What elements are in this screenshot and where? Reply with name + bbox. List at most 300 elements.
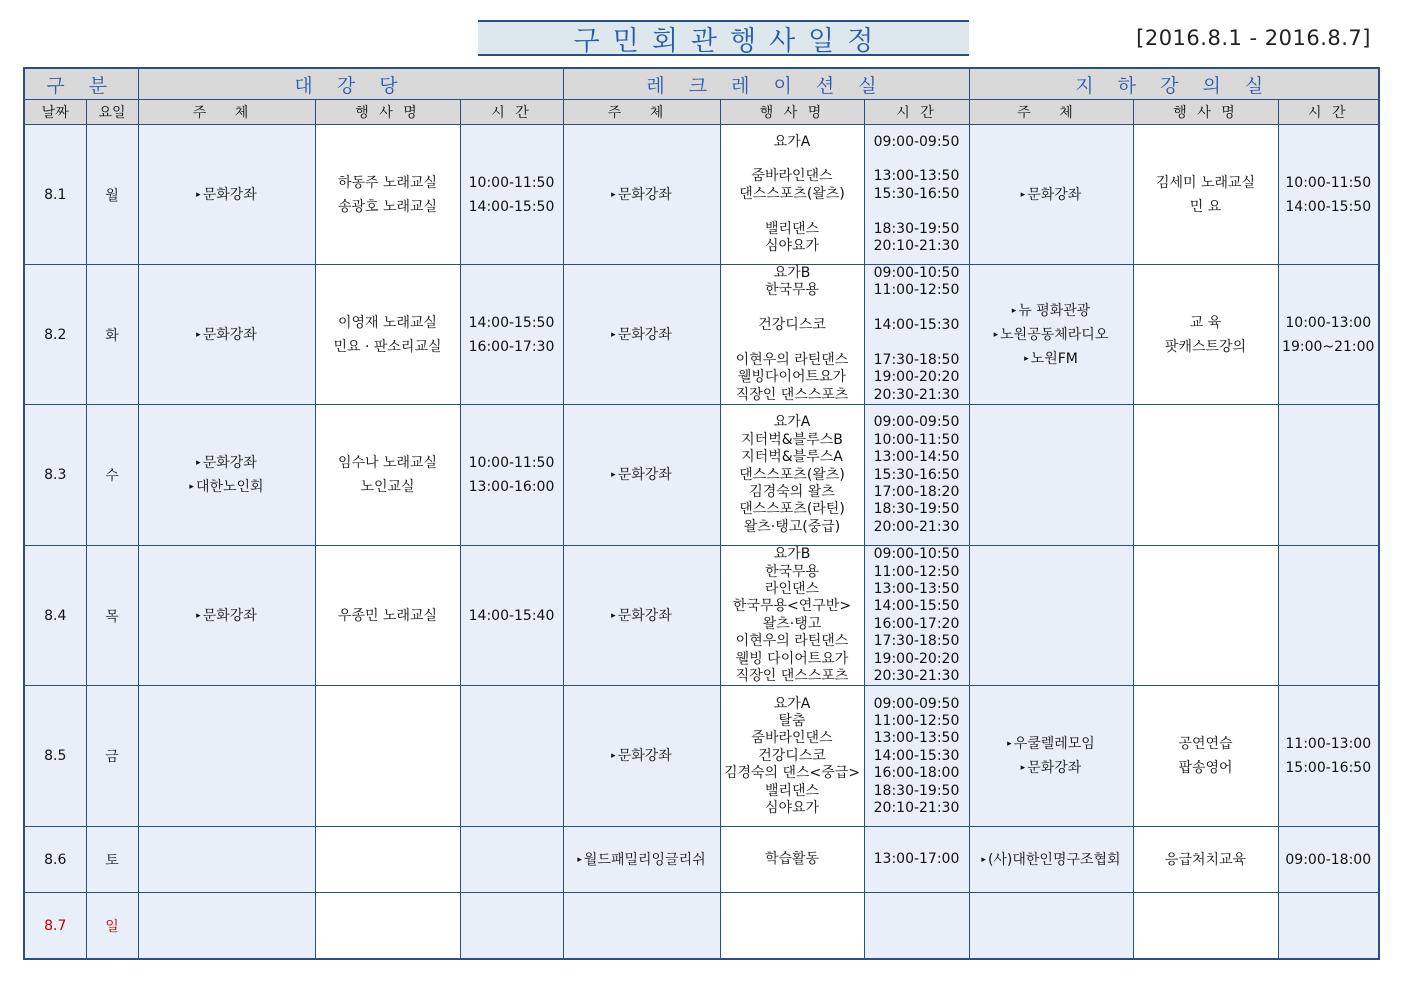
date-cell: 8.6: [24, 827, 86, 893]
event-line: [1134, 311, 1278, 335]
rec-event-cell: [720, 546, 864, 686]
event-text: 댄스스포츠(왈츠): [739, 185, 845, 202]
base-time-cell: [1278, 405, 1379, 546]
host-text: 월드패밀리잉글리쉬: [583, 851, 706, 868]
event-line: [721, 134, 864, 151]
bullet-icon: ▸: [1011, 305, 1017, 316]
base-host-cell: [969, 827, 1133, 893]
base-time-cell: [1278, 546, 1379, 686]
base-host-cell: [969, 125, 1133, 265]
header-event: 행 사 명: [1133, 100, 1278, 125]
host-text: 노원공동체라디오: [1000, 326, 1109, 343]
hall-time-cell: [460, 893, 563, 959]
event-line: [316, 451, 460, 475]
host-text: 문화강좌: [617, 326, 672, 343]
bullet-icon: ▸: [196, 458, 201, 469]
weekday-cell: 토: [86, 827, 138, 893]
base-time-cell: [1278, 686, 1379, 827]
spacer: [865, 335, 969, 352]
event-text: 웰빙다이어트요가: [737, 369, 847, 386]
event-text: 학습활동: [764, 851, 820, 868]
event-text: 이영재 노래교실: [337, 314, 438, 331]
header-host: 주 체: [138, 100, 315, 125]
schedule-table: [23, 67, 1380, 960]
time-line: [865, 414, 969, 431]
time-text: 11:00-12:50: [873, 563, 960, 580]
event-text: 지터벅&블루스B: [741, 431, 843, 448]
time-text: 09:00-10:50: [873, 546, 960, 563]
spacer: [721, 203, 864, 220]
base-host-cell: [969, 686, 1133, 827]
event-text: 줌바라인댄스: [751, 730, 833, 747]
time-line: [865, 186, 969, 203]
rec-host-cell: [563, 827, 720, 893]
host-text: 문화강좌: [202, 607, 257, 624]
base-event-cell: [1133, 265, 1278, 405]
time-text: 20:30-21:30: [873, 668, 960, 685]
time-text: 09:00-10:50: [873, 265, 960, 281]
event-line: [1134, 756, 1278, 780]
time-line: [1279, 311, 1379, 335]
event-line: [721, 851, 864, 868]
base-event-cell: [1133, 686, 1278, 827]
time-text: 13:00-13:50: [873, 730, 960, 747]
header-event: 행 사 명: [720, 100, 864, 125]
time-text: 14:00-15:50: [1285, 198, 1372, 215]
time-line: [1279, 732, 1379, 756]
time-text: 17:30-18:50: [873, 633, 960, 650]
time-line: [865, 387, 969, 404]
time-line: [1279, 848, 1379, 872]
time-line: [865, 598, 969, 615]
event-text: 교 육: [1189, 314, 1222, 331]
header-dow: 요일: [86, 100, 138, 125]
hall-event-cell: [315, 686, 460, 827]
base-time-cell: [1278, 893, 1379, 959]
host-line: [564, 463, 720, 487]
event-line: [721, 668, 864, 685]
time-line: [865, 369, 969, 386]
host-line: [564, 848, 720, 872]
event-line: [316, 604, 460, 628]
weekday-cell: 월: [86, 125, 138, 265]
time-text: 16:00-18:00: [873, 765, 960, 782]
time-text: 14:00-15:50: [468, 314, 555, 331]
hall-time-cell: [460, 125, 563, 265]
host-text: 뉴 평화관광: [1018, 302, 1091, 319]
table-row: [24, 686, 1379, 827]
table-row: [24, 125, 1379, 265]
base-host-cell: [969, 893, 1133, 959]
event-text: 요가A: [773, 133, 811, 150]
event-line: [316, 335, 460, 359]
time-line: [865, 730, 969, 747]
host-line: [564, 744, 720, 768]
time-text: 17:00-18:20: [873, 483, 960, 500]
host-line: [970, 848, 1133, 872]
rec-event-cell: [720, 405, 864, 546]
base-host-cell: [969, 405, 1133, 546]
bullet-icon: ▸: [611, 189, 616, 200]
time-line: [865, 765, 969, 782]
time-line: [1279, 171, 1379, 195]
event-text: 노인교실: [360, 479, 415, 496]
time-line: [1279, 335, 1379, 359]
base-event-cell: [1133, 546, 1278, 686]
time-line: [1279, 756, 1379, 780]
host-line: [970, 347, 1133, 371]
time-text: 17:30-18:50: [873, 352, 960, 368]
event-line: [316, 311, 460, 335]
rec-time-cell: [864, 546, 969, 686]
time-text: 14:00-15:50: [873, 598, 960, 615]
table-row: [24, 893, 1379, 959]
rec-host-cell: [563, 125, 720, 265]
base-event-cell: [1133, 827, 1278, 893]
time-line: [865, 484, 969, 501]
event-line: [721, 616, 864, 633]
host-line: [139, 604, 315, 628]
host-line: [970, 183, 1133, 207]
host-line: [564, 604, 720, 628]
hall-host-cell: [138, 125, 315, 265]
host-text: 우쿨렐레모임: [1013, 736, 1095, 753]
time-text: 10:00-11:50: [468, 455, 555, 472]
time-text: 20:10-21:30: [873, 799, 960, 816]
date-cell: 8.5: [24, 686, 86, 827]
bullet-icon: ▸: [1007, 739, 1012, 750]
rec-event-cell: [720, 686, 864, 827]
time-text: 14:00-15:50: [468, 198, 555, 215]
host-text: 문화강좌: [617, 186, 672, 203]
bullet-icon: ▸: [196, 329, 201, 340]
time-line: [461, 195, 563, 219]
event-line: [721, 414, 864, 431]
time-text: 13:00-14:50: [873, 449, 960, 466]
spacer: [865, 203, 969, 220]
event-line: [1134, 195, 1278, 219]
hall-host-cell: [138, 686, 315, 827]
event-text: 직장인 댄스스포츠: [735, 386, 849, 403]
time-text: 13:00-16:00: [468, 479, 555, 496]
bullet-icon: ▸: [611, 470, 616, 481]
event-text: 응급처치교육: [1164, 851, 1247, 868]
host-text: 문화강좌: [617, 607, 672, 624]
time-text: 11:00-12:50: [873, 282, 960, 299]
event-line: [721, 387, 864, 404]
spacer: [865, 300, 969, 317]
event-text: 요가B: [773, 265, 811, 281]
event-line: [721, 564, 864, 581]
time-text: 16:00-17:30: [468, 338, 555, 355]
event-text: 건강디스코: [758, 747, 826, 764]
header-event: 행 사 명: [315, 100, 460, 125]
time-text: 09:00-09:50: [873, 695, 960, 712]
hall-host-cell: [138, 405, 315, 546]
hall-host-cell: [138, 265, 315, 405]
weekday-cell: 일: [86, 893, 138, 959]
hall-time-cell: [460, 686, 563, 827]
rec-time-cell: [864, 686, 969, 827]
rec-time-cell: [864, 405, 969, 546]
bullet-icon: ▸: [611, 329, 616, 340]
time-line: [865, 748, 969, 765]
event-text: 직장인 댄스스포츠: [735, 668, 849, 685]
time-text: 18:30-19:50: [873, 782, 960, 799]
time-line: [865, 783, 969, 800]
date-cell: 8.7: [24, 893, 86, 959]
time-text: 20:00-21:30: [873, 518, 960, 535]
time-line: [865, 432, 969, 449]
host-line: [970, 732, 1133, 756]
time-text: 15:00-16:50: [1285, 760, 1372, 777]
event-line: [721, 783, 864, 800]
event-line: [721, 696, 864, 713]
rec-event-cell: [720, 265, 864, 405]
hall-event-cell: [315, 125, 460, 265]
rec-event-cell: [720, 827, 864, 893]
weekday-cell: 화: [86, 265, 138, 405]
time-text: 20:30-21:30: [873, 386, 960, 403]
time-text: 19:00~21:00: [1282, 338, 1375, 355]
time-line: [865, 168, 969, 185]
table-row: [24, 827, 1379, 893]
page-title: 구민회관행사일정: [573, 25, 887, 57]
event-line: [721, 748, 864, 765]
time-line: [461, 475, 563, 499]
event-line: [721, 352, 864, 369]
event-line: [1134, 171, 1278, 195]
host-line: [139, 451, 315, 475]
time-line: [865, 501, 969, 518]
time-text: 18:30-19:50: [873, 220, 960, 237]
time-text: 10:00-11:50: [468, 174, 555, 191]
event-text: 지터벅&블루스A: [741, 449, 843, 466]
header-time: 시 간: [460, 100, 563, 125]
event-text: 김세미 노래교실: [1155, 174, 1256, 191]
time-text: 14:00-15:40: [468, 607, 555, 624]
event-line: [316, 475, 460, 499]
host-text: 문화강좌: [202, 186, 257, 203]
time-text: 13:00-13:50: [873, 168, 960, 185]
time-text: 10:00-11:50: [873, 431, 960, 448]
time-text: 09:00-18:00: [1285, 851, 1372, 868]
event-text: 한국무용: [764, 282, 820, 299]
event-text: 요가B: [773, 546, 811, 563]
bullet-icon: ▸: [1024, 353, 1029, 364]
host-line: [970, 756, 1133, 780]
time-line: [865, 696, 969, 713]
event-line: [316, 171, 460, 195]
time-line: [865, 651, 969, 668]
event-text: 팝송영어: [1178, 760, 1233, 777]
weekday-cell: 금: [86, 686, 138, 827]
host-line: [564, 323, 720, 347]
event-line: [721, 519, 864, 536]
time-text: 18:30-19:50: [873, 501, 960, 518]
time-text: 14:00-15:30: [873, 317, 960, 334]
spacer: [721, 151, 864, 168]
rec-host-cell: [563, 893, 720, 959]
event-line: [721, 168, 864, 185]
bullet-icon: ▸: [189, 482, 194, 493]
host-text: 대한노인회: [195, 479, 264, 496]
event-text: 왈츠·탱고(중급): [743, 518, 841, 535]
time-line: [461, 451, 563, 475]
time-text: 10:00-13:00: [1285, 314, 1372, 331]
time-line: [865, 713, 969, 730]
time-text: 15:30-16:50: [873, 466, 960, 483]
time-line: [865, 633, 969, 650]
host-line: [970, 323, 1133, 347]
time-line: [865, 467, 969, 484]
time-text: 09:00-09:50: [873, 133, 960, 150]
time-line: [865, 546, 969, 563]
event-text: 심야요가: [764, 238, 820, 254]
time-line: [865, 449, 969, 466]
rec-event-cell: [720, 125, 864, 265]
event-line: [721, 800, 864, 817]
header-venue-hall: 대 강 당: [138, 68, 563, 100]
event-text: 댄스스포츠(왈츠): [739, 466, 845, 483]
date-cell: 8.1: [24, 125, 86, 265]
host-line: [139, 183, 315, 207]
rec-time-cell: [864, 125, 969, 265]
hall-host-cell: [138, 893, 315, 959]
event-line: [721, 449, 864, 466]
event-line: [721, 484, 864, 501]
event-text: 우종민 노래교실: [337, 607, 438, 624]
event-line: [721, 317, 864, 334]
time-text: 11:00-12:50: [873, 712, 960, 729]
time-line: [865, 519, 969, 536]
base-time-cell: [1278, 827, 1379, 893]
base-time-cell: [1278, 125, 1379, 265]
event-line: [1134, 848, 1278, 872]
weekday-cell: 목: [86, 546, 138, 686]
hall-event-cell: [315, 405, 460, 546]
time-text: 14:00-15:30: [873, 747, 960, 764]
header-time: 시 간: [1278, 100, 1379, 125]
event-text: 하동주 노래교실: [337, 174, 438, 191]
event-text: 김경숙의 댄스<중급>: [723, 765, 861, 782]
bullet-icon: ▸: [577, 854, 582, 865]
base-host-cell: [969, 546, 1133, 686]
event-text: 웰빙 다이어트요가: [735, 650, 849, 667]
event-line: [721, 633, 864, 650]
host-text: (사)대한인명구조협회: [987, 851, 1121, 868]
bullet-icon: ▸: [196, 189, 201, 200]
header-host: 주 체: [969, 100, 1133, 125]
event-text: 한국무용<연구반>: [732, 598, 852, 615]
time-text: 10:00-11:50: [1285, 174, 1372, 191]
base-host-cell: [969, 265, 1133, 405]
event-text: 한국무용: [764, 563, 820, 580]
event-line: [721, 651, 864, 668]
header-host: 주 체: [563, 100, 720, 125]
time-line: [865, 616, 969, 633]
date-range: [2016.8.1 - 2016.8.7]: [1136, 26, 1371, 50]
host-line: [139, 323, 315, 347]
time-line: [865, 851, 969, 868]
event-text: 임수나 노래교실: [337, 455, 438, 472]
event-text: 팟캐스트강의: [1164, 338, 1247, 355]
header-time: 시 간: [864, 100, 969, 125]
date-cell: 8.3: [24, 405, 86, 546]
event-text: 왈츠·탱고: [762, 615, 822, 632]
bullet-icon: ▸: [196, 610, 201, 621]
time-line: [461, 604, 563, 628]
table-row: [24, 546, 1379, 686]
event-text: 요가A: [773, 414, 811, 431]
time-line: [865, 668, 969, 685]
hall-host-cell: [138, 546, 315, 686]
rec-host-cell: [563, 686, 720, 827]
event-text: 공연연습: [1178, 736, 1233, 753]
header-date: 날짜: [24, 100, 86, 125]
event-text: 요가A: [773, 695, 811, 712]
header-gubun: 구 분: [24, 68, 138, 100]
event-line: [721, 467, 864, 484]
event-text: 이현우의 라틴댄스: [735, 352, 849, 368]
time-text: 16:00-17:20: [873, 615, 960, 632]
host-line: [970, 299, 1133, 323]
time-text: 20:10-21:30: [873, 238, 960, 254]
time-text: 19:00-20:20: [873, 369, 960, 386]
bullet-icon: ▸: [993, 329, 999, 340]
time-line: [461, 171, 563, 195]
hall-time-cell: [460, 265, 563, 405]
event-text: 송광호 노래교실: [337, 198, 438, 215]
event-text: 심야요가: [764, 799, 820, 816]
base-event-cell: [1133, 893, 1278, 959]
event-text: 댄스스포츠(라틴): [739, 501, 845, 518]
time-line: [865, 221, 969, 238]
time-text: 19:00-20:20: [873, 650, 960, 667]
time-line: [865, 581, 969, 598]
time-line: [865, 134, 969, 151]
time-text: 13:00-13:50: [873, 581, 960, 598]
event-line: [721, 713, 864, 730]
event-line: [721, 369, 864, 386]
event-line: [721, 265, 864, 282]
host-text: 문화강좌: [617, 467, 672, 484]
event-line: [721, 282, 864, 299]
table-row: [24, 265, 1379, 405]
hall-event-cell: [315, 546, 460, 686]
host-text: 문화강좌: [202, 455, 257, 472]
event-line: [721, 598, 864, 615]
spacer: [721, 335, 864, 352]
table-row: [24, 405, 1379, 546]
time-line: [865, 282, 969, 299]
event-text: 민 요: [1189, 198, 1222, 215]
time-line: [865, 352, 969, 369]
hall-time-cell: [460, 827, 563, 893]
event-line: [1134, 335, 1278, 359]
time-line: [865, 238, 969, 255]
hall-event-cell: [315, 265, 460, 405]
host-text: 문화강좌: [617, 748, 672, 765]
event-text: 이현우의 라틴댄스: [735, 633, 849, 650]
hall-host-cell: [138, 827, 315, 893]
event-line: [721, 221, 864, 238]
rec-time-cell: [864, 827, 969, 893]
host-line: [139, 475, 315, 499]
header-venue-recreation: 레 크 레 이 션 실: [563, 68, 969, 100]
time-line: [865, 265, 969, 282]
event-line: [721, 581, 864, 598]
